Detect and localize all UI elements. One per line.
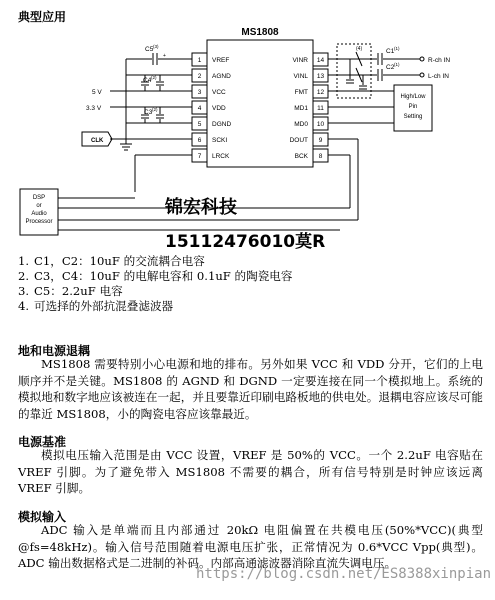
pin-7-name: LRCK (212, 153, 230, 160)
pin-6-num: 6 (197, 137, 202, 144)
supply-3v3-label: 3.3 V (86, 105, 102, 112)
pin-13 (294, 69, 328, 82)
left-pins (192, 53, 231, 162)
cap-c5-label: C5 (145, 46, 154, 53)
pin-11-num: 11 (317, 105, 324, 112)
circuit-diagram (0, 22, 495, 254)
pin-10-num: 10 (316, 121, 325, 128)
pin-2 (192, 69, 231, 82)
pin-9-name: DOUT (289, 137, 308, 144)
pin-14-name: VINR (292, 57, 308, 64)
pin-6 (192, 133, 227, 146)
pin-4-num: 4 (197, 105, 202, 112)
pin-10-name: MD0 (294, 121, 308, 128)
pin-14-num: 14 (316, 57, 325, 64)
pin-9 (290, 133, 328, 146)
setting-line-1: High/Low (400, 94, 426, 100)
right-labels (356, 46, 450, 120)
setting-line-3: Setting (403, 114, 423, 120)
note-4: 4. 可选择的外部抗混叠滤波器 (18, 299, 174, 313)
cap-c2-label: C2 (386, 64, 395, 71)
section-title-vref: 电源基准 (18, 435, 67, 449)
section-title-typical-application: 典型应用 (18, 10, 67, 24)
pin-12 (295, 85, 328, 98)
section-body-analog: ADC 输入是单端而且内部通过 20kΩ 电阻偏置在共模电压(50%*VCC)(典型@fs=48kHz)。输入信号范围随着电源电压扩张，正常情况为 0.6*VCC Vpp(典型)。ADC 输出数据格式是二进制的补码。内部高通滤波器消除直流失调电压。 (18, 523, 483, 570)
pin-8 (295, 149, 328, 162)
cap-c3-sup: (2) (152, 107, 158, 112)
pin-7 (192, 149, 230, 162)
cap-c2-sup: (1) (394, 62, 400, 67)
pin-13-num: 13 (316, 73, 325, 80)
note-1: 1. C1，C2：10uF 的交流耦合电容 (18, 254, 205, 268)
dsp-line-2: or (36, 203, 42, 209)
note-2: 2. C3，C4：10uF 的电解电容和 0.1uF 的陶瓷电容 (18, 269, 293, 283)
pin-3-name: VCC (212, 89, 226, 96)
right-pins (290, 53, 328, 162)
pin-14 (292, 53, 328, 66)
pin-12-name: FMT (294, 89, 308, 96)
filter-label: (4) (356, 46, 363, 52)
rch-in-label: R-ch IN (428, 57, 451, 64)
stamp-company: 锦宏科技 (165, 197, 237, 218)
pin-5-name: DGND (212, 121, 232, 128)
pin-5 (192, 117, 231, 130)
pin-3 (192, 85, 226, 98)
setting-line-2: Pin (408, 104, 418, 110)
note-3: 3. C5：2.2uF 电容 (18, 284, 123, 298)
svg-text:+: + (163, 53, 166, 59)
cap-c4-sup: (2) (151, 75, 157, 80)
pin-8-num: 8 (318, 153, 323, 160)
pin-11-name: MD1 (294, 105, 308, 112)
pin-9-num: 9 (318, 137, 323, 144)
pin-13-name: VINL (293, 73, 308, 80)
pin-8-name: BCK (294, 153, 308, 160)
section-body-vref: 模拟电压输入范围是由 VCC 设置，VREF 是 50%的 VCC。一个 2.2uF 电容贴在 VREF 引脚。为了避免带入 MS1808 不需要的耦合，所有信号特别是时钟应该远离 VREF 引脚。 (18, 448, 483, 495)
stamp-phone: 15112476010莫R (165, 232, 326, 252)
cap-c1-label: C1 (386, 48, 395, 55)
section-title-analog: 模拟输入 (18, 510, 67, 524)
pin-6-name: SCKI (212, 137, 228, 144)
pin-5-num: 5 (197, 121, 202, 128)
pin-12-num: 12 (316, 89, 325, 96)
pin-4-name: VDD (212, 105, 226, 112)
dsp-line-3: Audio (31, 211, 47, 217)
pin-1-num: 1 (197, 57, 202, 64)
chip-name: MS1808 (241, 27, 279, 38)
pin-1-name: VREF (212, 57, 230, 64)
section-body-ground: MS1808 需要特别小心电源和地的排布。另外如果 VCC 和 VDD 分开，它们的上电顺序并不是关键。MS1808 的 AGND 和 DGND 一定要连接在同一个模拟地上。系统的模拟地和数字地应该被连在一起，并且要靠近印刷电路板地的供电处。退耦电容应该尽可能的靠近 MS1808，小的陶瓷电容应该靠最近。 (18, 357, 483, 421)
clk-label: CLK (91, 138, 104, 144)
pin-2-name: AGND (212, 73, 231, 80)
cap-c1-sup: (1) (394, 46, 400, 51)
supply-5v-label: 5 V (92, 89, 102, 96)
pin-1 (192, 53, 229, 66)
section-title-ground: 地和电源退耦 (18, 344, 91, 358)
pin-11 (294, 101, 328, 114)
dsp-line-1: DSP (32, 195, 46, 201)
pin-10 (294, 117, 328, 130)
right-wiring (328, 44, 432, 220)
lch-in-label: L-ch IN (428, 73, 449, 80)
cap-c3-label: C3 (144, 109, 153, 116)
dsp-line-4: Processor (25, 219, 53, 225)
pin-7-num: 7 (197, 153, 202, 160)
cap-c4-label: C4 (143, 77, 152, 84)
cap-c5-sup: (3) (153, 44, 159, 49)
pin-4 (192, 101, 226, 114)
watermark: https://blog.csdn.net/ES8388xinpian (196, 566, 492, 582)
pin-2-num: 2 (197, 73, 202, 80)
pin-3-num: 3 (197, 89, 202, 96)
